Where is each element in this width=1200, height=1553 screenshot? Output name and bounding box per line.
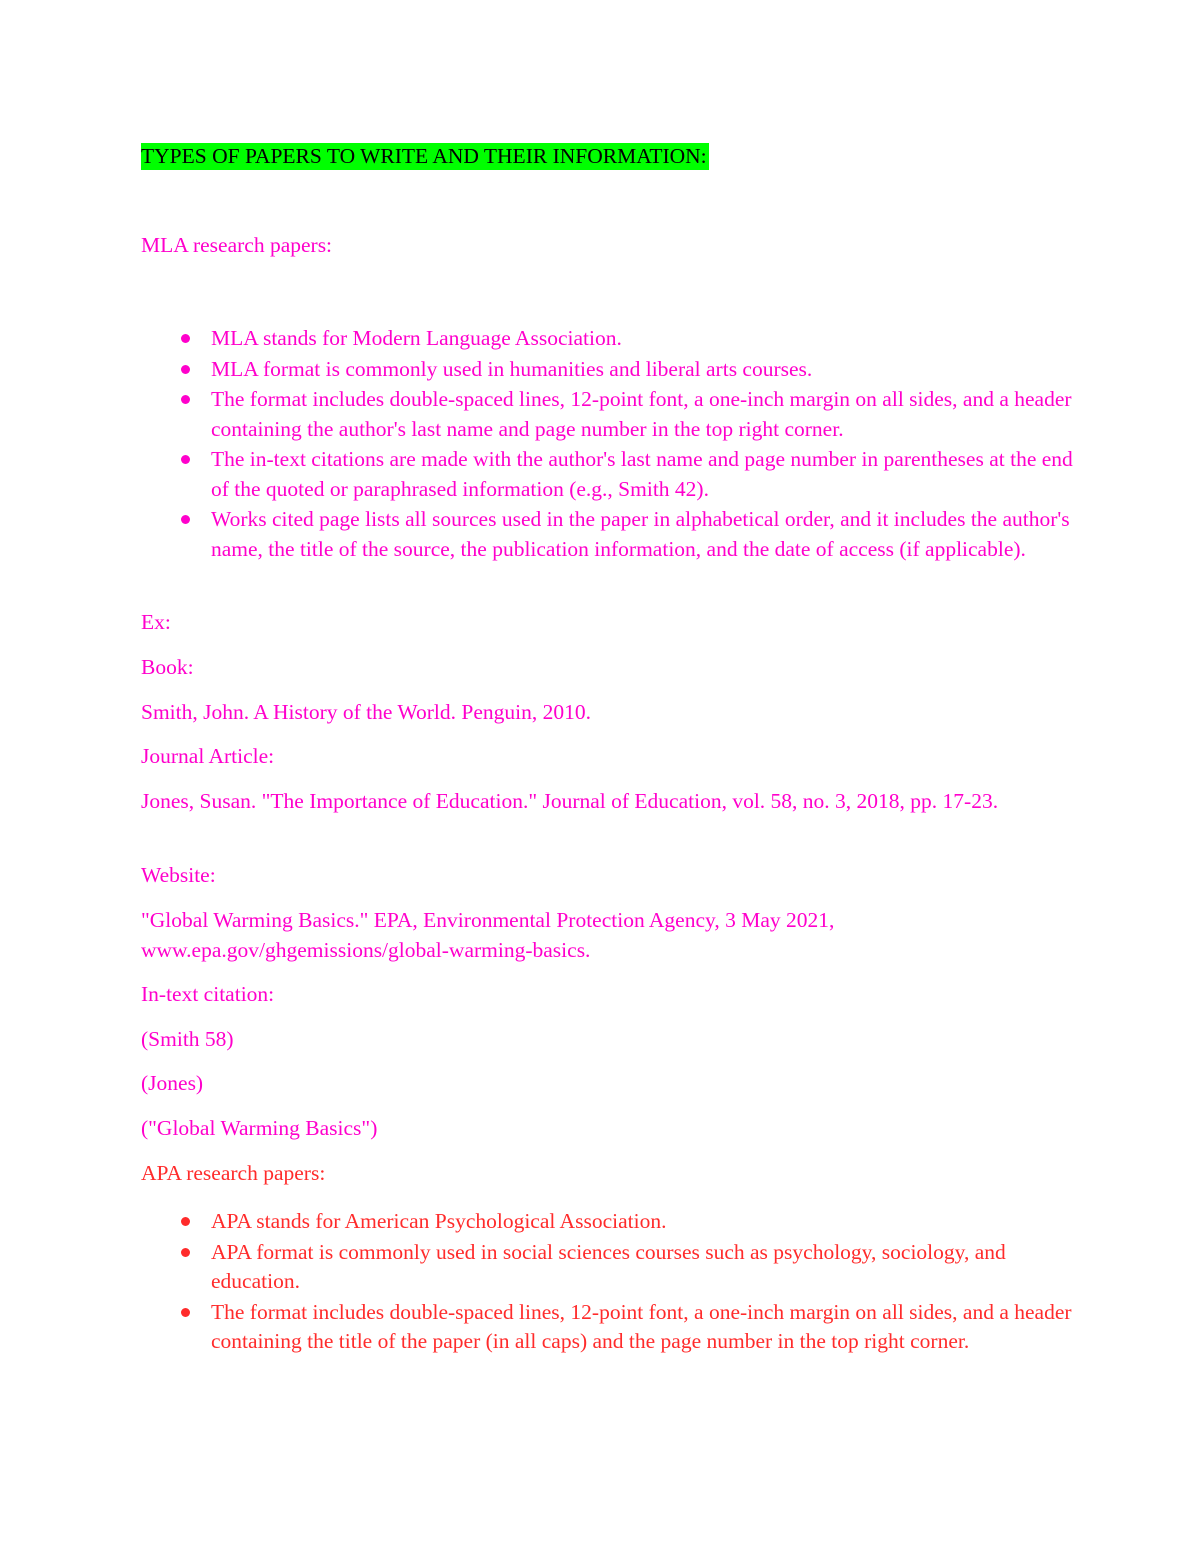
website-label: Website: [141,863,216,887]
mla-bullet-text: The format includes double-spaced lines, 12-point font, a one-inch margin on all sides, and a header containing the author's last name and page number in the top right corner. [211,387,1072,441]
bullet-icon [181,1217,190,1226]
list-item [211,445,1091,504]
website-citation: "Global Warming Basics." EPA, Environmental Protection Agency, 3 May 2021, www.epa.gov/ghgemissions/global-warming-basics. [141,908,835,962]
list-item [211,385,1091,444]
apa-bullet-text: APA format is commonly used in social sciences courses such as psychology, sociology, and education. [211,1239,1006,1293]
list-item [211,324,1091,354]
list-item [211,1207,1091,1237]
list-item [211,505,1091,564]
apa-bullet-text: The format includes double-spaced lines, 12-point font, a one-inch margin on all sides, and a header containing the title of the paper (in all caps) and the page number in the top right corner. [211,1299,1072,1353]
mla-bullet-text: The in-text citations are made with the author's last name and page number in parentheses at the end of the quoted or paraphrased information (e.g., Smith 42). [211,447,1073,501]
journal-label: Journal Article: [141,744,275,768]
apa-bullet-list [211,1207,1091,1358]
mla-section-title: MLA research papers: [141,233,333,257]
bullet-icon [181,1248,190,1257]
list-item [211,1298,1091,1357]
journal-citation: Jones, Susan. "The Importance of Education." Journal of Education, vol. 58, no. 3, 2018, pp. 17-23. [141,789,999,813]
intext-citation-example: (Smith 58) [141,1027,234,1051]
list-item [211,355,1091,385]
mla-bullet-text: MLA format is commonly used in humanities and liberal arts courses. [211,356,813,381]
bullet-icon [181,395,190,404]
bullet-icon [181,1308,190,1317]
intext-citation-example: ("Global Warming Basics") [141,1116,378,1140]
mla-bullet-list [211,324,1091,565]
bullet-icon [181,365,190,374]
bullet-icon [181,515,190,524]
bullet-icon [181,455,190,464]
bullet-icon [181,334,190,343]
intext-citation-label: In-text citation: [141,982,275,1006]
apa-section-title: APA research papers: [141,1161,326,1185]
apa-bullet-text: APA stands for American Psychological Association. [211,1209,667,1233]
mla-bullet-text: MLA stands for Modern Language Association. [211,326,622,350]
example-label: Ex: [141,610,171,634]
book-label: Book: [141,655,194,679]
mla-bullet-text: Works cited page lists all sources used in the paper in alphabetical order, and it includes the author's name, the title of the source, the publication information, and the date of access (if applicable). [211,507,1070,561]
book-citation: Smith, John. A History of the World. Penguin, 2010. [141,700,591,724]
intext-citation-example: (Jones) [141,1071,204,1095]
list-item [211,1238,1091,1297]
page-heading: TYPES OF PAPERS TO WRITE AND THEIR INFORMATION: [141,144,707,168]
